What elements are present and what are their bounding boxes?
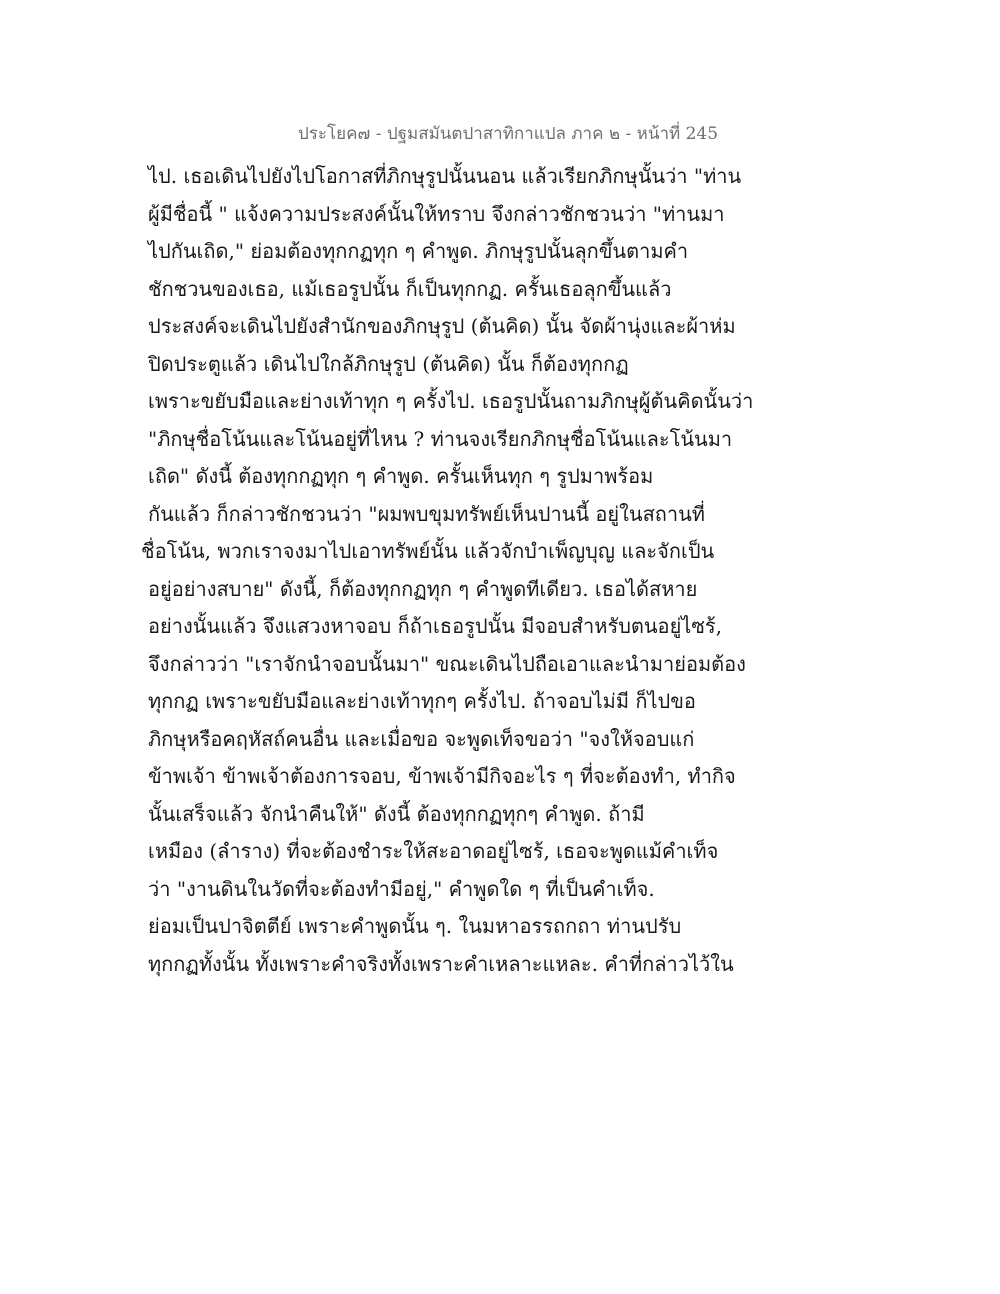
text-line: ว่า "งานดินในวัดที่จะต้องทำมีอยู่," คำพูดใด ๆ ที่เป็นคำเท็จ. — [148, 876, 655, 901]
text-line: ชักชวนของเธอ, แม้เธอรูปนั้น ก็เป็นทุกกฏ. ครั้นเธอลุกขึ้นแล้ว — [148, 276, 672, 301]
text-line: ผู้มีชื่อนี้ " แจ้งความประสงค์นั้นให้ทราบ จึงกล่าวชักชวนว่า "ท่านมา — [148, 201, 725, 226]
text-line: ย่อมเป็นปาจิตตีย์ เพราะคำพูดนั้น ๆ. ในมหาอรรถกถา ท่านปรับ — [148, 914, 682, 938]
text-line: กันแล้ว ก็กล่าวชักชวนว่า "ผมพบขุมทรัพย์เห็นปานนี้ อยู่ในสถานที่ — [148, 501, 705, 526]
text-line: ทุกกฏ เพราะขยับมือและย่างเท้าทุกๆ ครั้งไป. ถ้าจอบไม่มี ก็ไปขอ — [148, 689, 696, 713]
text-line: อย่างนั้นแล้ว จึงแสวงหาจอบ ก็ถ้าเธอรูปนั้น มีจอบสำหรับตนอยู่ไซร้, — [148, 614, 723, 638]
text-line: ชื่อโน้น, พวกเราจงมาไปเอาทรัพย์นั้น แล้วจักบำเพ็ญบุญ และจักเป็น — [141, 539, 715, 563]
text-line: ข้าพเจ้า ข้าพเจ้าต้องการจอบ, ข้าพเจ้ามีกิจอะไร ๆ ที่จะต้องทำ, ทำกิจ — [148, 764, 736, 788]
text-line: ไป. เธอเดินไปยังไปโอกาสที่ภิกษุรูปนั้นนอน แล้วเรียกภิกษุนั้นว่า "ท่าน — [148, 164, 742, 188]
text-line: จึงกล่าวว่า "เราจักนำจอบนั้นมา" ขณะเดินไปถือเอาและนำมาย่อมต้อง — [148, 651, 746, 676]
text-line: "ภิกษุชื่อโน้นและโน้นอยู่ที่ไหน ? ท่านจงเรียกภิกษุชื่อโน้นและโน้นมา — [148, 426, 733, 451]
text-line: ไปกันเถิด," ย่อมต้องทุกกฏทุก ๆ คำพูด. ภิกษุรูปนั้นลุกขึ้นตามคำ — [148, 239, 689, 263]
body-text — [141, 158, 754, 983]
text-line: ประสงค์จะเดินไปยังสำนักของภิกษุรูป (ต้นคิด) นั้น จัดผ้านุ่งและผ้าห่ม — [148, 314, 736, 338]
text-line: เหมือง (ลำราง) ที่จะต้องชำระให้สะอาดอยู่ไซร้, เธอจะพูดแม้คำเท็จ — [148, 839, 719, 863]
running-header: ประโยค๗ - ปฐมสมันตปาสาทิกาแปล ภาค ๒ - หน้าที่ 245 — [298, 124, 719, 144]
text-line: เพราะขยับมือและย่างเท้าทุก ๆ ครั้งไป. เธอรูปนั้นถามภิกษุผู้ต้นคิดนั้นว่า — [148, 389, 754, 413]
text-line: ภิกษุหรือคฤหัสถ์คนอื่น และเมื่อขอ จะพูดเท็จขอว่า "จงให้จอบแก่ — [148, 726, 695, 751]
text-line: ทุกกฏทั้งนั้น ทั้งเพราะคำจริงทั้งเพราะคำเหลาะแหละ. คำที่กล่าวไว้ใน — [148, 951, 734, 976]
text-line: เถิด" ดังนี้ ต้องทุกกฏทุก ๆ คำพูด. ครั้นเห็นทุก ๆ รูปมาพร้อม — [148, 464, 654, 488]
text-line: อยู่อย่างสบาย" ดังนี้, ก็ต้องทุกกฏทุก ๆ คำพูดทีเดียว. เธอได้สหาย — [148, 576, 698, 601]
text-line: นั้นเสร็จแล้ว จักนำคืนให้" ดังนี้ ต้องทุกกฏทุกๆ คำพูด. ถ้ามี — [148, 801, 645, 826]
text-line: ปิดประตูแล้ว เดินไปใกล้ภิกษุรูป (ต้นคิด) นั้น ก็ต้องทุกกฏ — [148, 351, 629, 376]
